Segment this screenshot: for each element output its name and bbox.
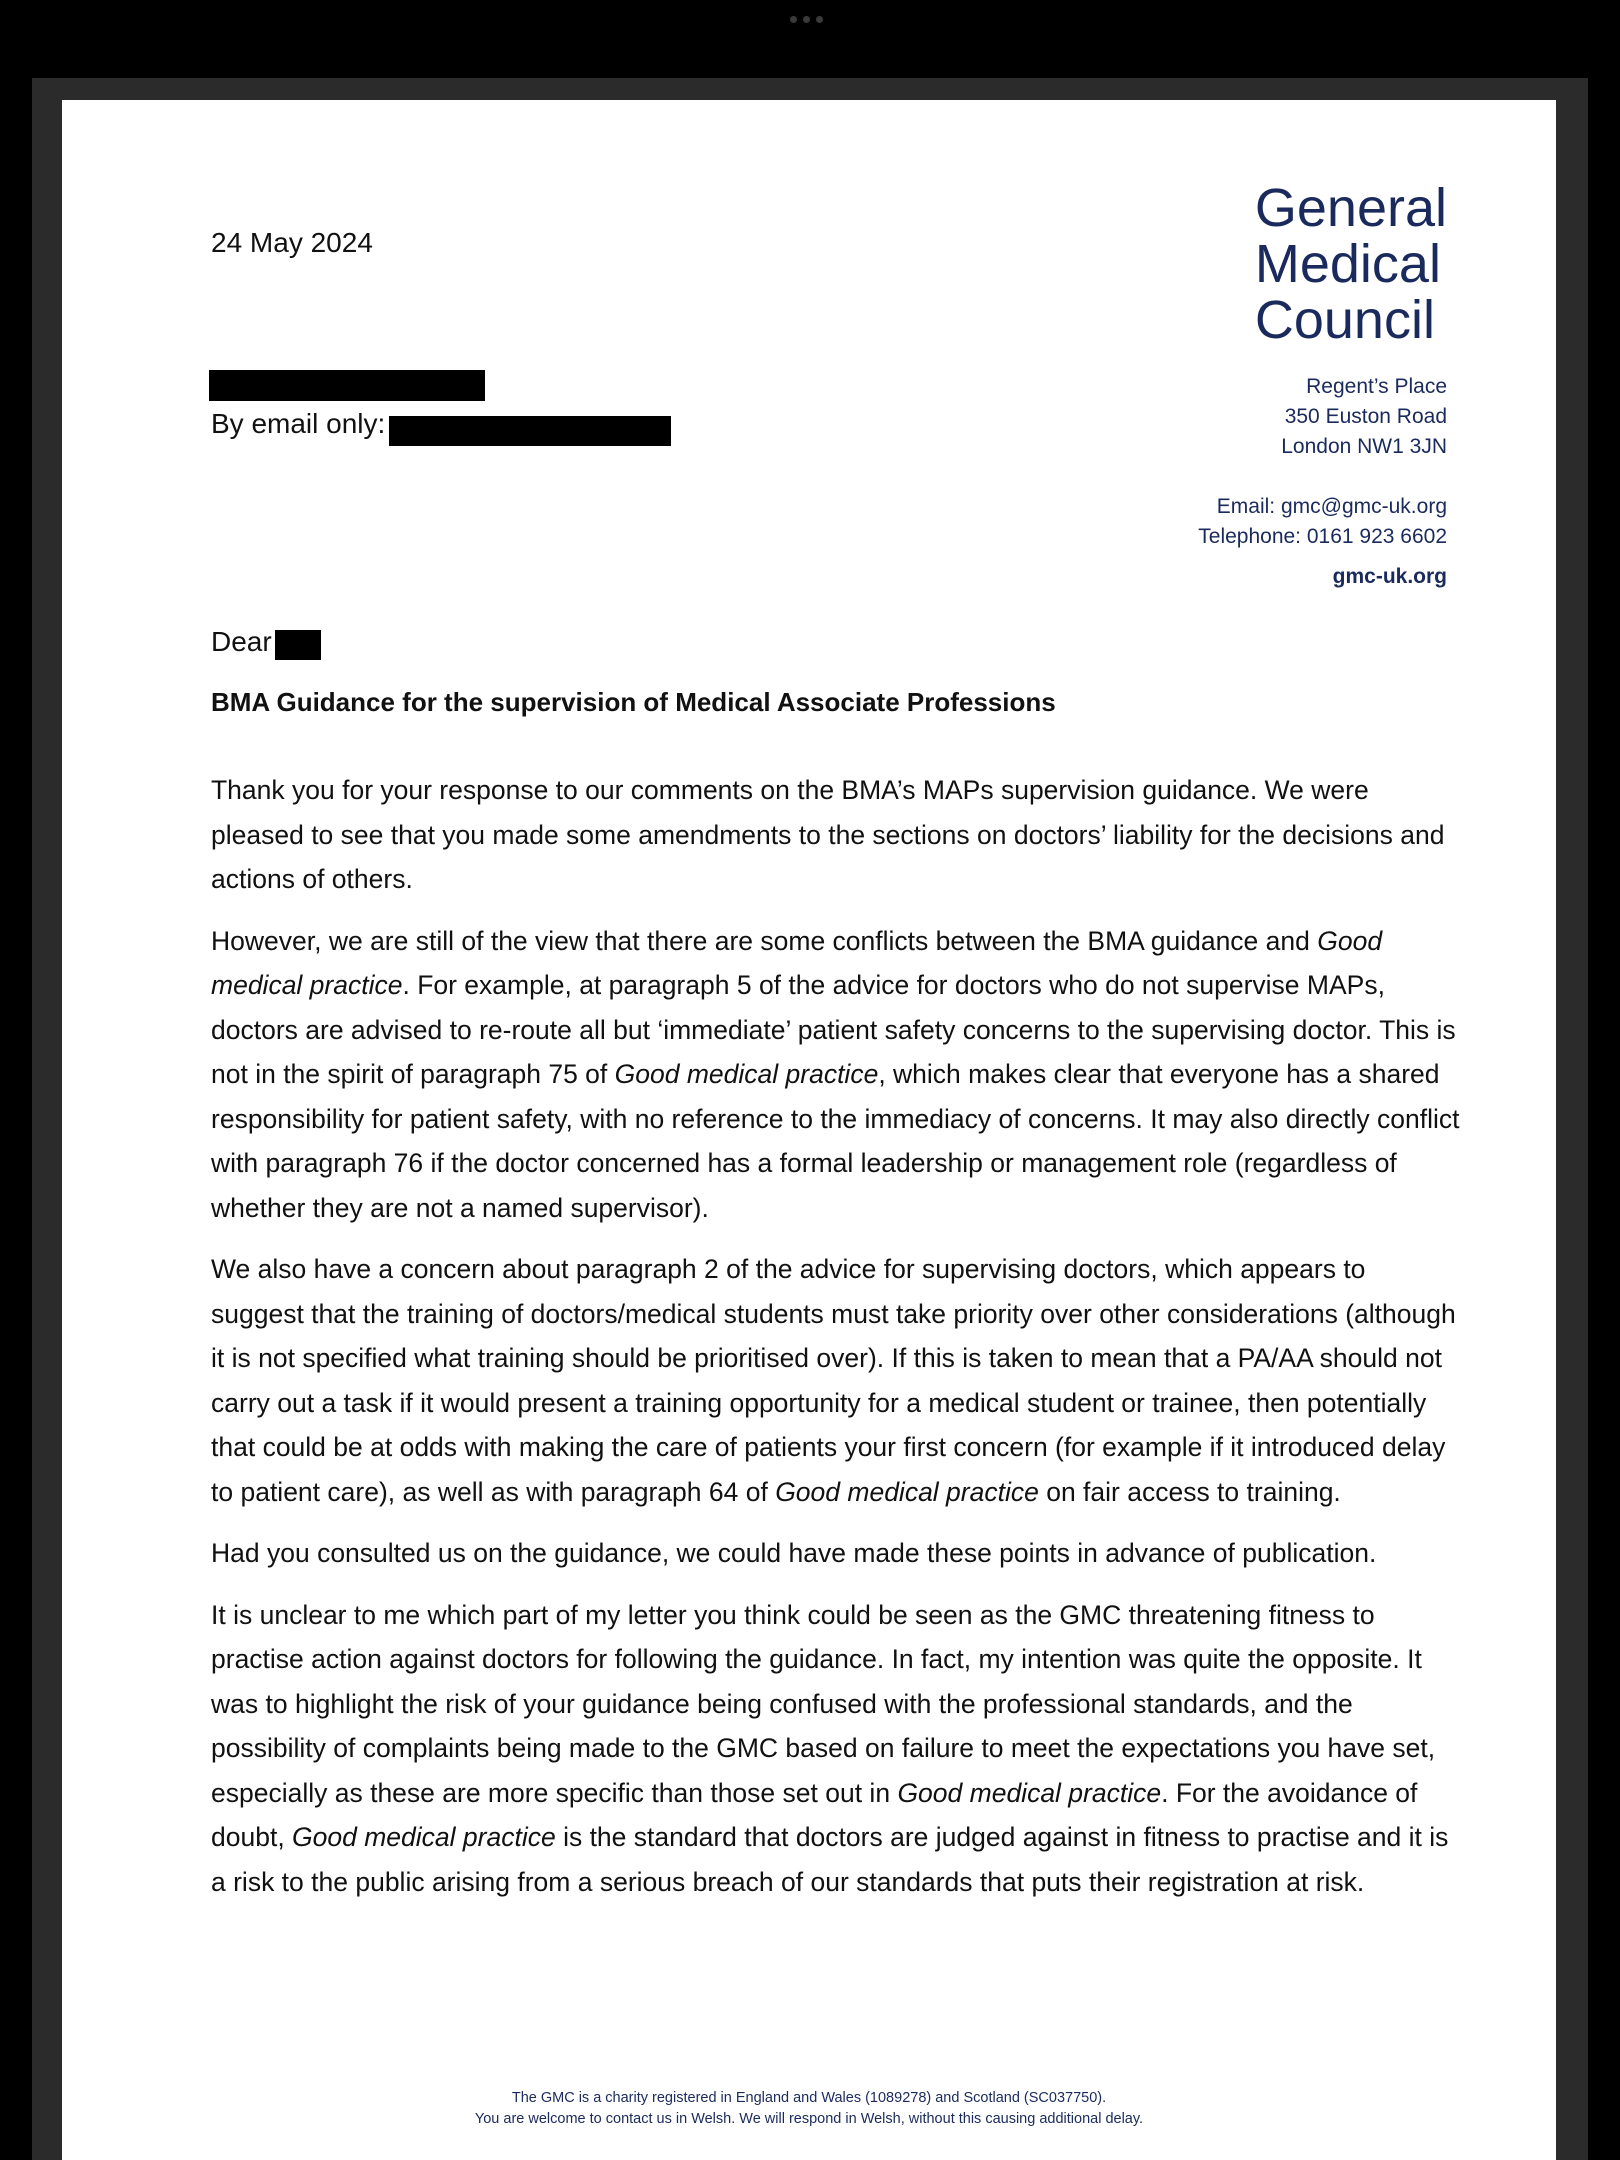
letter-subject: BMA Guidance for the supervision of Medical Associate Professions <box>211 687 1056 717</box>
logo-line-1: General <box>1254 178 1447 238</box>
email-label: By email only: <box>211 408 386 439</box>
sender-telephone: Telephone: 0161 923 6602 <box>1198 525 1447 548</box>
paragraph-3: We also have a concern about paragraph 2 of the advice for supervising doctors, which appears to suggest that the training of doctors/medical students must take priority over other considerations (although it is not specified what training should be prioritised over). If this is taken to mean that a PA/AA should not carry out a task if it would present a training opportunity for a medical student or trainee, then potentially that could be at odds with making the care of patients your first concern (for example if it introduced delay to patient care), as well as with paragraph 64 of Good medical practice on fair access to training. <box>211 1254 1456 1507</box>
sender-website: gmc-uk.org <box>1332 565 1447 588</box>
letter-page <box>62 100 1556 2160</box>
address-line-1: Regent’s Place <box>1306 375 1447 398</box>
redacted-recipient-email <box>389 416 671 446</box>
letter-footer <box>62 2088 1556 2130</box>
address-line-2: 350 Euston Road <box>1284 405 1447 428</box>
email-line <box>211 408 385 440</box>
salutation <box>211 626 272 658</box>
paragraph-4: Had you consulted us on the guidance, we could have made these points in advance of publication. <box>211 1538 1377 1568</box>
redacted-recipient-name <box>209 370 485 401</box>
paragraph-2: However, we are still of the view that there are some conflicts between the BMA guidance and Good medical practice. For example, at paragraph 5 of the advice for doctors who do not supervise MAPs, doctors are advised to re-route all but ‘immediate’ patient safety concerns to the supervising doctor. This is not in the spirit of paragraph 75 of Good medical practice, which makes clear that everyone has a shared responsibility for patient safety, with no reference to the immediacy of concerns. It may also directly conflict with paragraph 76 if the doctor concerned has a formal leadership or management role (regardless of whether they are not a named supervisor). <box>211 925 1460 1223</box>
salutation-text: Dear <box>211 626 272 657</box>
redacted-recipient-first-name <box>275 630 321 660</box>
paragraph-5: It is unclear to me which part of my letter you think could be seen as the GMC threatening fitness to practise action against doctors for following the guidance. In fact, my intention was quite the opposite. It was to highlight the risk of your guidance being confused with the professional standards, and the possibility of complaints being made to the GMC based on failure to meet the expectations you have set, especially as these are more specific than those set out in Good medical practice. For the avoidance of doubt, Good medical practice is the standard that doctors are judged against in fitness to practise and it is a risk to the public arising from a serious breach of our standards that puts their registration at risk. <box>211 1599 1449 1897</box>
gmc-logo <box>1255 180 1447 348</box>
letter-body <box>211 768 1461 1921</box>
sender-address <box>1281 372 1447 462</box>
letter-date: 24 May 2024 <box>211 227 373 258</box>
paragraph-1: Thank you for your response to our comments on the BMA’s MAPs supervision guidance. We were pleased to see that you made some amendments to the sections on doctors’ liability for the decisions and actions of others. <box>211 775 1445 894</box>
sender-contact <box>1198 492 1447 552</box>
footer-welsh-line: You are welcome to contact us in Welsh. We will respond in Welsh, without this causing additional delay. <box>474 2111 1144 2127</box>
footer-charity-line: The GMC is a charity registered in England and Wales (1089278) and Scotland (SC037750). <box>511 2090 1107 2106</box>
address-line-3: London NW1 3JN <box>1281 435 1447 458</box>
logo-line-2: Medical <box>1254 234 1441 294</box>
sender-email: Email: gmc@gmc-uk.org <box>1216 495 1447 518</box>
window-handle-dots[interactable] <box>790 16 823 23</box>
logo-line-3: Council <box>1254 290 1435 350</box>
